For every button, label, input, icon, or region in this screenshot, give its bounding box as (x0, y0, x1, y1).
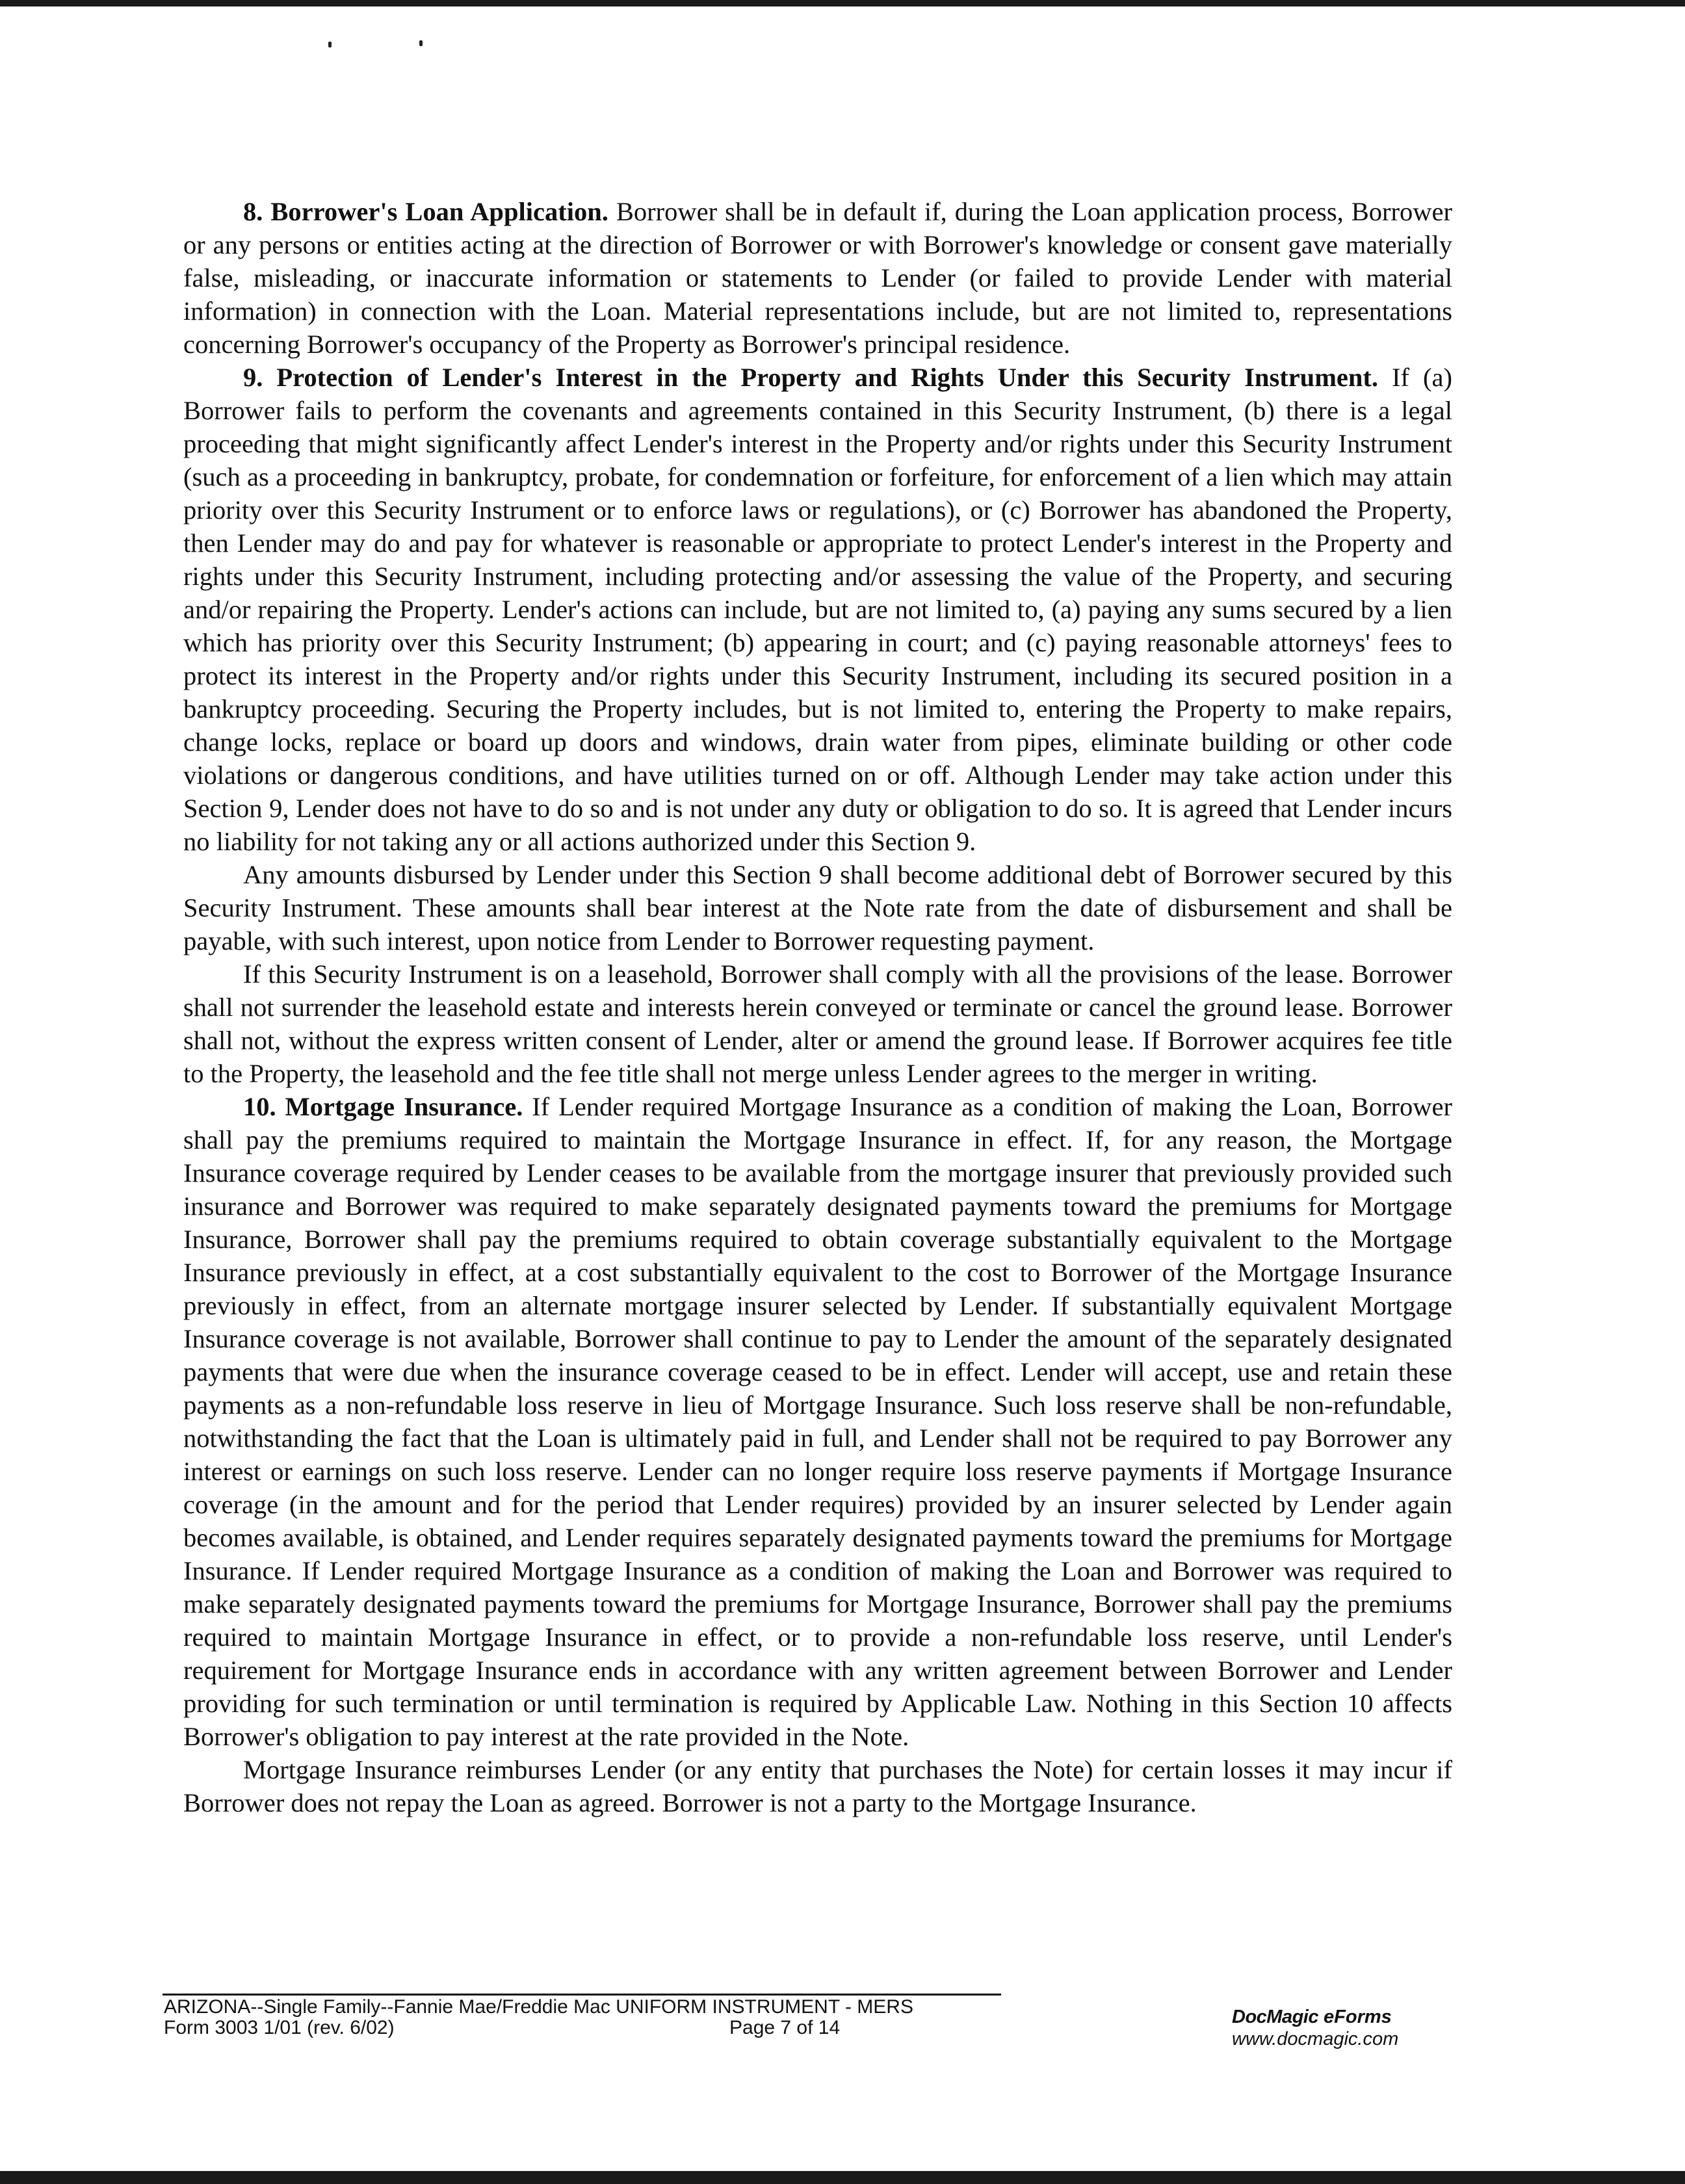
brand-name: DocMagic (1232, 2007, 1318, 2027)
footer-form-number: Form 3003 1/01 (rev. 6/02) (164, 2017, 395, 2038)
section-9-leasehold-paragraph (183, 957, 1452, 1090)
scan-speck (328, 42, 332, 47)
scan-edge-top (0, 0, 1685, 6)
scan-specks (328, 40, 432, 53)
section-9-heading: 9. Protection of Lender's Interest in the Property and Rights Under this Security Instrument. (243, 363, 1379, 392)
section-10-text: If Lender required Mortgage Insurance as a condition of making the Loan, Borrower shall pay the premiums required to maintain the Mortgage Insurance in effect. If, for any reason, the Mortgage Insurance coverage required by Lender ceases to be available from the mortgage insurer that previously provided such insurance and Borrower was required to make separately designated payments toward the premiums for Mortgage Insurance, Borrower shall pay the premiums required to obtain coverage substantially equivalent to the Mortgage Insurance previously in effect, at a cost substantially equivalent to the cost to Borrower of the Mortgage Insurance previously in effect, from an alternate mortgage insurer selected by Lender. If substantially equivalent Mortgage Insurance coverage is not available, Borrower shall continue to pay to Lender the amount of the separately designated payments that were due when the insurance coverage ceased to be in effect. Lender will accept, use and retain these payments as a non-refundable loss reserve in lieu of Mortgage Insurance. Such loss reserve shall be non-refundable, notwithstanding the fact that the Loan is ultimately paid in full, and Lender shall not be required to pay Borrower any interest or earnings on such loss reserve. Lender can no longer require loss reserve payments if Mortgage Insurance coverage (in the amount and for the period that Lender requires) provided by an insurer selected by Lender again becomes available, is obtained, and Lender requires separately designated payments toward the premiums for Mortgage Insurance. If Lender required Mortgage Insurance as a condition of making the Loan and Borrower was required to make separately designated payments toward the premiums for Mortgage Insurance, Borrower shall pay the premiums required to maintain Mortgage Insurance in effect, or to provide a non-refundable loss reserve, until Lender's requirement for Mortgage Insurance ends in accordance with any written agreement between Borrower and Lender providing for such termination or until termination is required by Applicable Law. Nothing in this Section 10 affects Borrower's obligation to pay interest at the rate provided in the Note. (183, 1092, 1453, 1751)
section-10-paragraph (183, 1090, 1452, 1753)
section-10-reimbursement-paragraph (183, 1753, 1452, 1819)
section-8-paragraph (183, 195, 1452, 361)
section-9-leasehold-text: If this Security Instrument is on a leasehold, Borrower shall comply with all the provisions of the lease. Borrower shall not surrender the leasehold estate and interests herein conveyed or terminate or cancel the ground lease. Borrower shall not, without the express written consent of Lender, alter or amend the ground lease. If Borrower acquires fee title to the Property, the leasehold and the fee title shall not merge unless Lender agrees to the merger in writing. (183, 959, 1452, 1088)
section-9-disbursement-text: Any amounts disbursed by Lender under this Section 9 shall become additional debt of Borrower secured by this Security Instrument. These amounts shall bear interest at the Note rate from the date of disbursement and shall be payable, with such interest, upon notice from Lender to Borrower requesting payment. (183, 860, 1452, 956)
footer-page-number: Page 7 of 14 (729, 2017, 841, 2038)
section-8-text: Borrower shall be in default if, during the Loan application process, Borrower or any persons or entities acting at the direction of Borrower or with Borrower's knowledge or consent gave materially false, misleading, or inaccurate information or statements to Lender (or failed to provide Lender with material information) in connection with the Loan. Material representations include, but are not limited to, representations concerning Borrower's occupancy of the Property as Borrower's principal residence. (183, 197, 1452, 359)
document-body (183, 195, 1452, 1819)
scan-speck (419, 40, 423, 46)
brand-product: eForms (1324, 2007, 1392, 2027)
section-10-reimbursement-text: Mortgage Insurance reimburses Lender (or any entity that purchases the Note) for certain losses it may incur if Borrower does not repay the Loan as agreed. Borrower is not a party to the Mortgage Insurance. (183, 1755, 1452, 1817)
scan-edge-bottom (0, 2171, 1685, 2184)
section-9-paragraph (183, 361, 1452, 858)
footer-form-title: ARIZONA--Single Family--Fannie Mae/Freddie Mac UNIFORM INSTRUMENT - MERS (164, 1996, 913, 2018)
section-10-heading: 10. Mortgage Insurance. (243, 1092, 523, 1121)
footer-form-info (164, 1997, 1048, 2038)
footer-divider (163, 1994, 1001, 1996)
brand-logo (1232, 2006, 1440, 2028)
section-9-disbursement-paragraph (183, 858, 1452, 957)
brand-url: www.docmagic.com (1232, 2029, 1399, 2049)
footer-brand (1232, 2006, 1440, 2050)
section-8-heading: 8. Borrower's Loan Application. (243, 197, 608, 226)
section-9-text: If (a) Borrower fails to perform the covenants and agreements contained in this Security Instrument, (b) there is a legal proceeding that might significantly affect Lender's interest in the Property and/or rights under this Security Instrument (such as a proceeding in bankruptcy, probate, for condemnation or forfeiture, for enforcement of a lien which may attain priority over this Security Instrument or to enforce laws or regulations), or (c) Borrower has abandoned the Property, then Lender may do and pay for whatever is reasonable or appropriate to protect Lender's interest in the Property and rights under this Security Instrument, including protecting and/or assessing the value of the Property, and securing and/or repairing the Property. Lender's actions can include, but are not limited to, (a) paying any sums secured by a lien which has priority over this Security Instrument; (b) appearing in court; and (c) paying reasonable attorneys' fees to protect its interest in the Property and/or rights under this Security Instrument, including its secured position in a bankruptcy proceeding. Securing the Property includes, but is not limited to, entering the Property to make repairs, change locks, replace or board up doors and windows, drain water from pipes, eliminate building or other code violations or dangerous conditions, and have utilities turned on or off. Although Lender may take action under this Section 9, Lender does not have to do so and is not under any duty or obligation to do so. It is agreed that Lender incurs no liability for not taking any or all actions authorized under this Section 9. (183, 363, 1452, 856)
